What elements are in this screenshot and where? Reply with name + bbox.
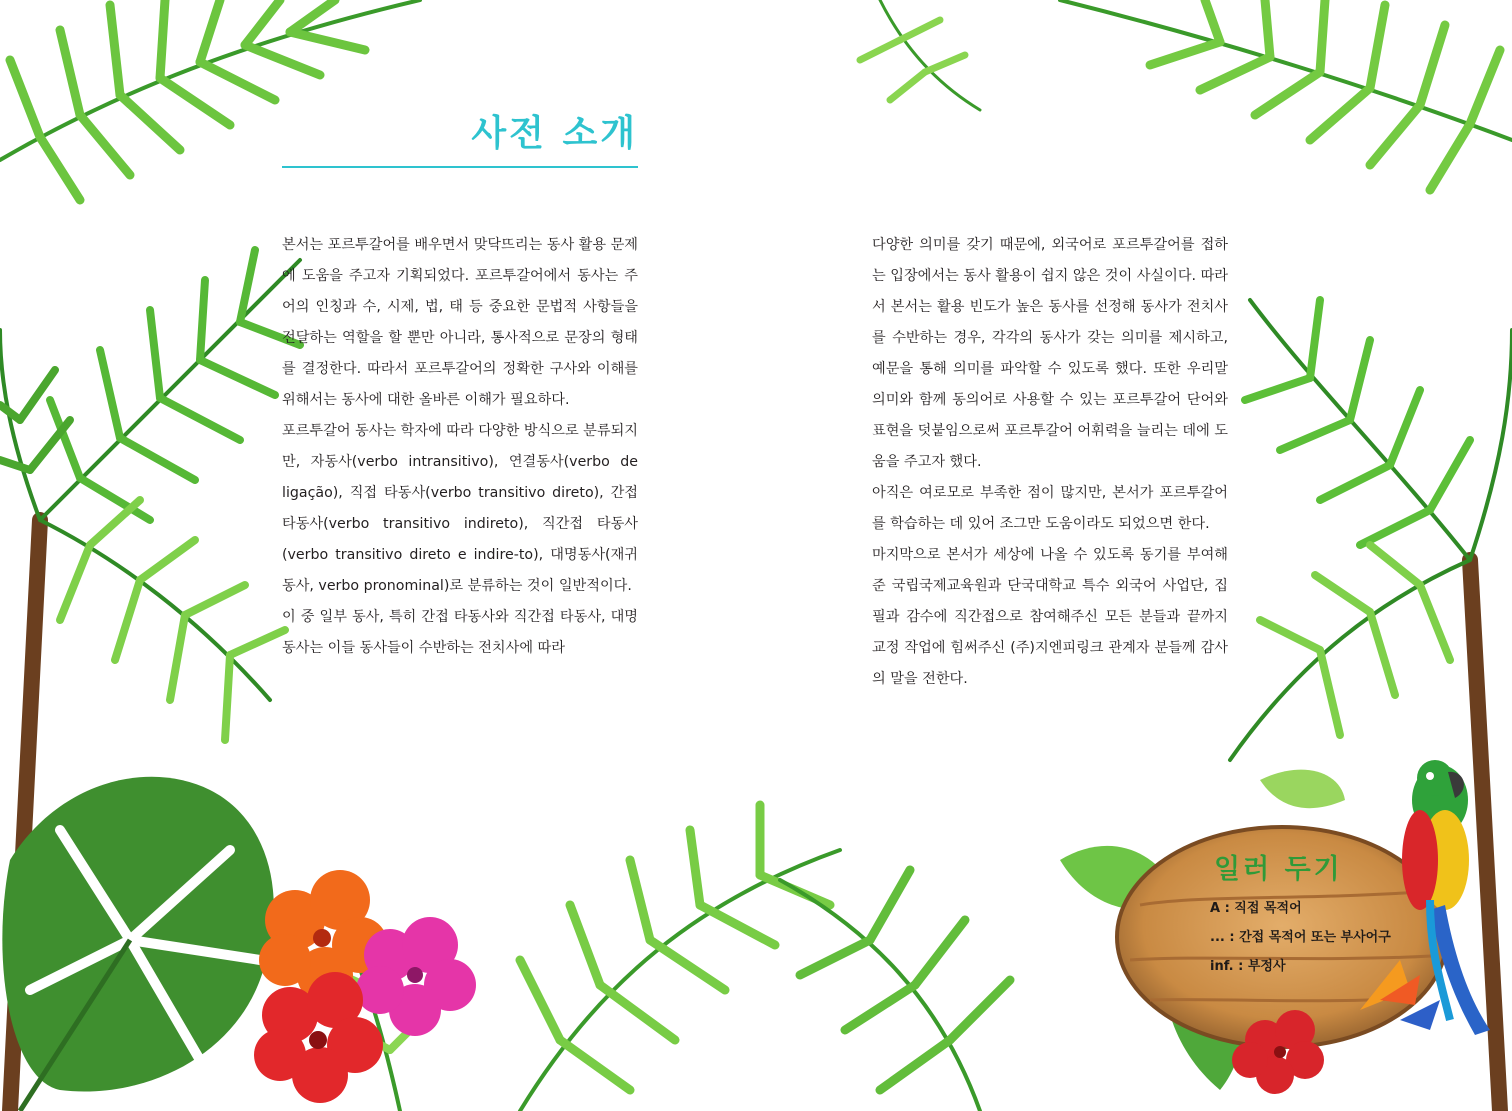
paragraph: 포르투갈어 동사는 학자에 따라 다양한 방식으로 분류되지만, 자동사(verbo intransitivo), 연결동사(verbo de ligação), 직접 타동사(verbo transitivo direto), 간접 타동사(verbo transitivo indireto), 직간접 타동사(verbo transitivo direto e indire-to), 대명동사(재귀동사, verbo pronominal)로 분류하는 것이 일반적이다. <box>282 423 638 594</box>
paragraph: 다양한 의미를 갖기 때문에, 외국어로 포르투갈어를 접하는 입장에서는 동사 활용이 쉽지 않은 것이 사실이다. 따라서 본서는 활용 빈도가 높은 동사를 선정해 동사가 전치사를 수반하는 경우, 각각의 동사가 갖는 의미를 제시하고, 예문을 통해 의미를 파악할 수 있도록 했다. 또한 우리말 의미와 함께 동의어로 사용할 수 있는 포르투갈어 단어와 표현을 덧붙임으로써 포르투갈어 어휘력을 늘리는 데에 도움을 주고자 했다. <box>872 237 1228 470</box>
left-text-column <box>282 230 638 664</box>
page-title: 사전 소개 <box>471 113 638 154</box>
legend-item: inf. : 부정사 <box>1210 959 1286 974</box>
legend-item: A : 직접 목적어 <box>1210 901 1302 916</box>
legend-sign <box>1210 850 1440 981</box>
palm-leaf-icon <box>860 0 1512 190</box>
title-underline <box>282 166 638 168</box>
paragraph: 마지막으로 본서가 세상에 나올 수 있도록 동기를 부여해 준 국립국제교육원과 단국대학교 특수 외국어 사업단, 집필과 감수에 직간접으로 참여해주신 모든 분들과 끝까지 교정 작업에 힘써주신 (주)지엔피링크 관계자 분들께 감사의 말을 전한다. <box>872 547 1228 687</box>
right-text-column <box>872 230 1228 695</box>
paragraph: 이 중 일부 동사, 특히 간접 타동사와 직간접 타동사, 대명동사는 이들 동사들이 수반하는 전치사에 따라 <box>282 609 638 656</box>
paragraph: 본서는 포르투갈어를 배우면서 맞닥뜨리는 동사 활용 문제에 도움을 주고자 기획되었다. 포르투갈어에서 동사는 주어의 인칭과 수, 시제, 법, 태 등 중요한 문법적 사항들을 전달하는 역할을 할 뿐만 아니라, 통사적으로 문장의 형태를 결정한다. 따라서 포르투갈어의 정확한 구사와 이해를 위해서는 동사에 대한 올바른 이해가 필요하다. <box>282 237 638 408</box>
legend-title: 일러 두기 <box>1214 854 1343 885</box>
legend-item: ... : 간접 목적어 또는 부사어구 <box>1210 930 1391 945</box>
title-block <box>282 110 638 170</box>
monstera-leaf-icon <box>2 777 273 1111</box>
paragraph: 아직은 여로모로 부족한 점이 많지만, 본서가 포르투갈어를 학습하는 데 있어 조그만 도움이라도 되었으면 한다. <box>872 485 1228 532</box>
hibiscus-flower-icon <box>356 917 476 1036</box>
palm-leaf-icon <box>0 0 420 200</box>
